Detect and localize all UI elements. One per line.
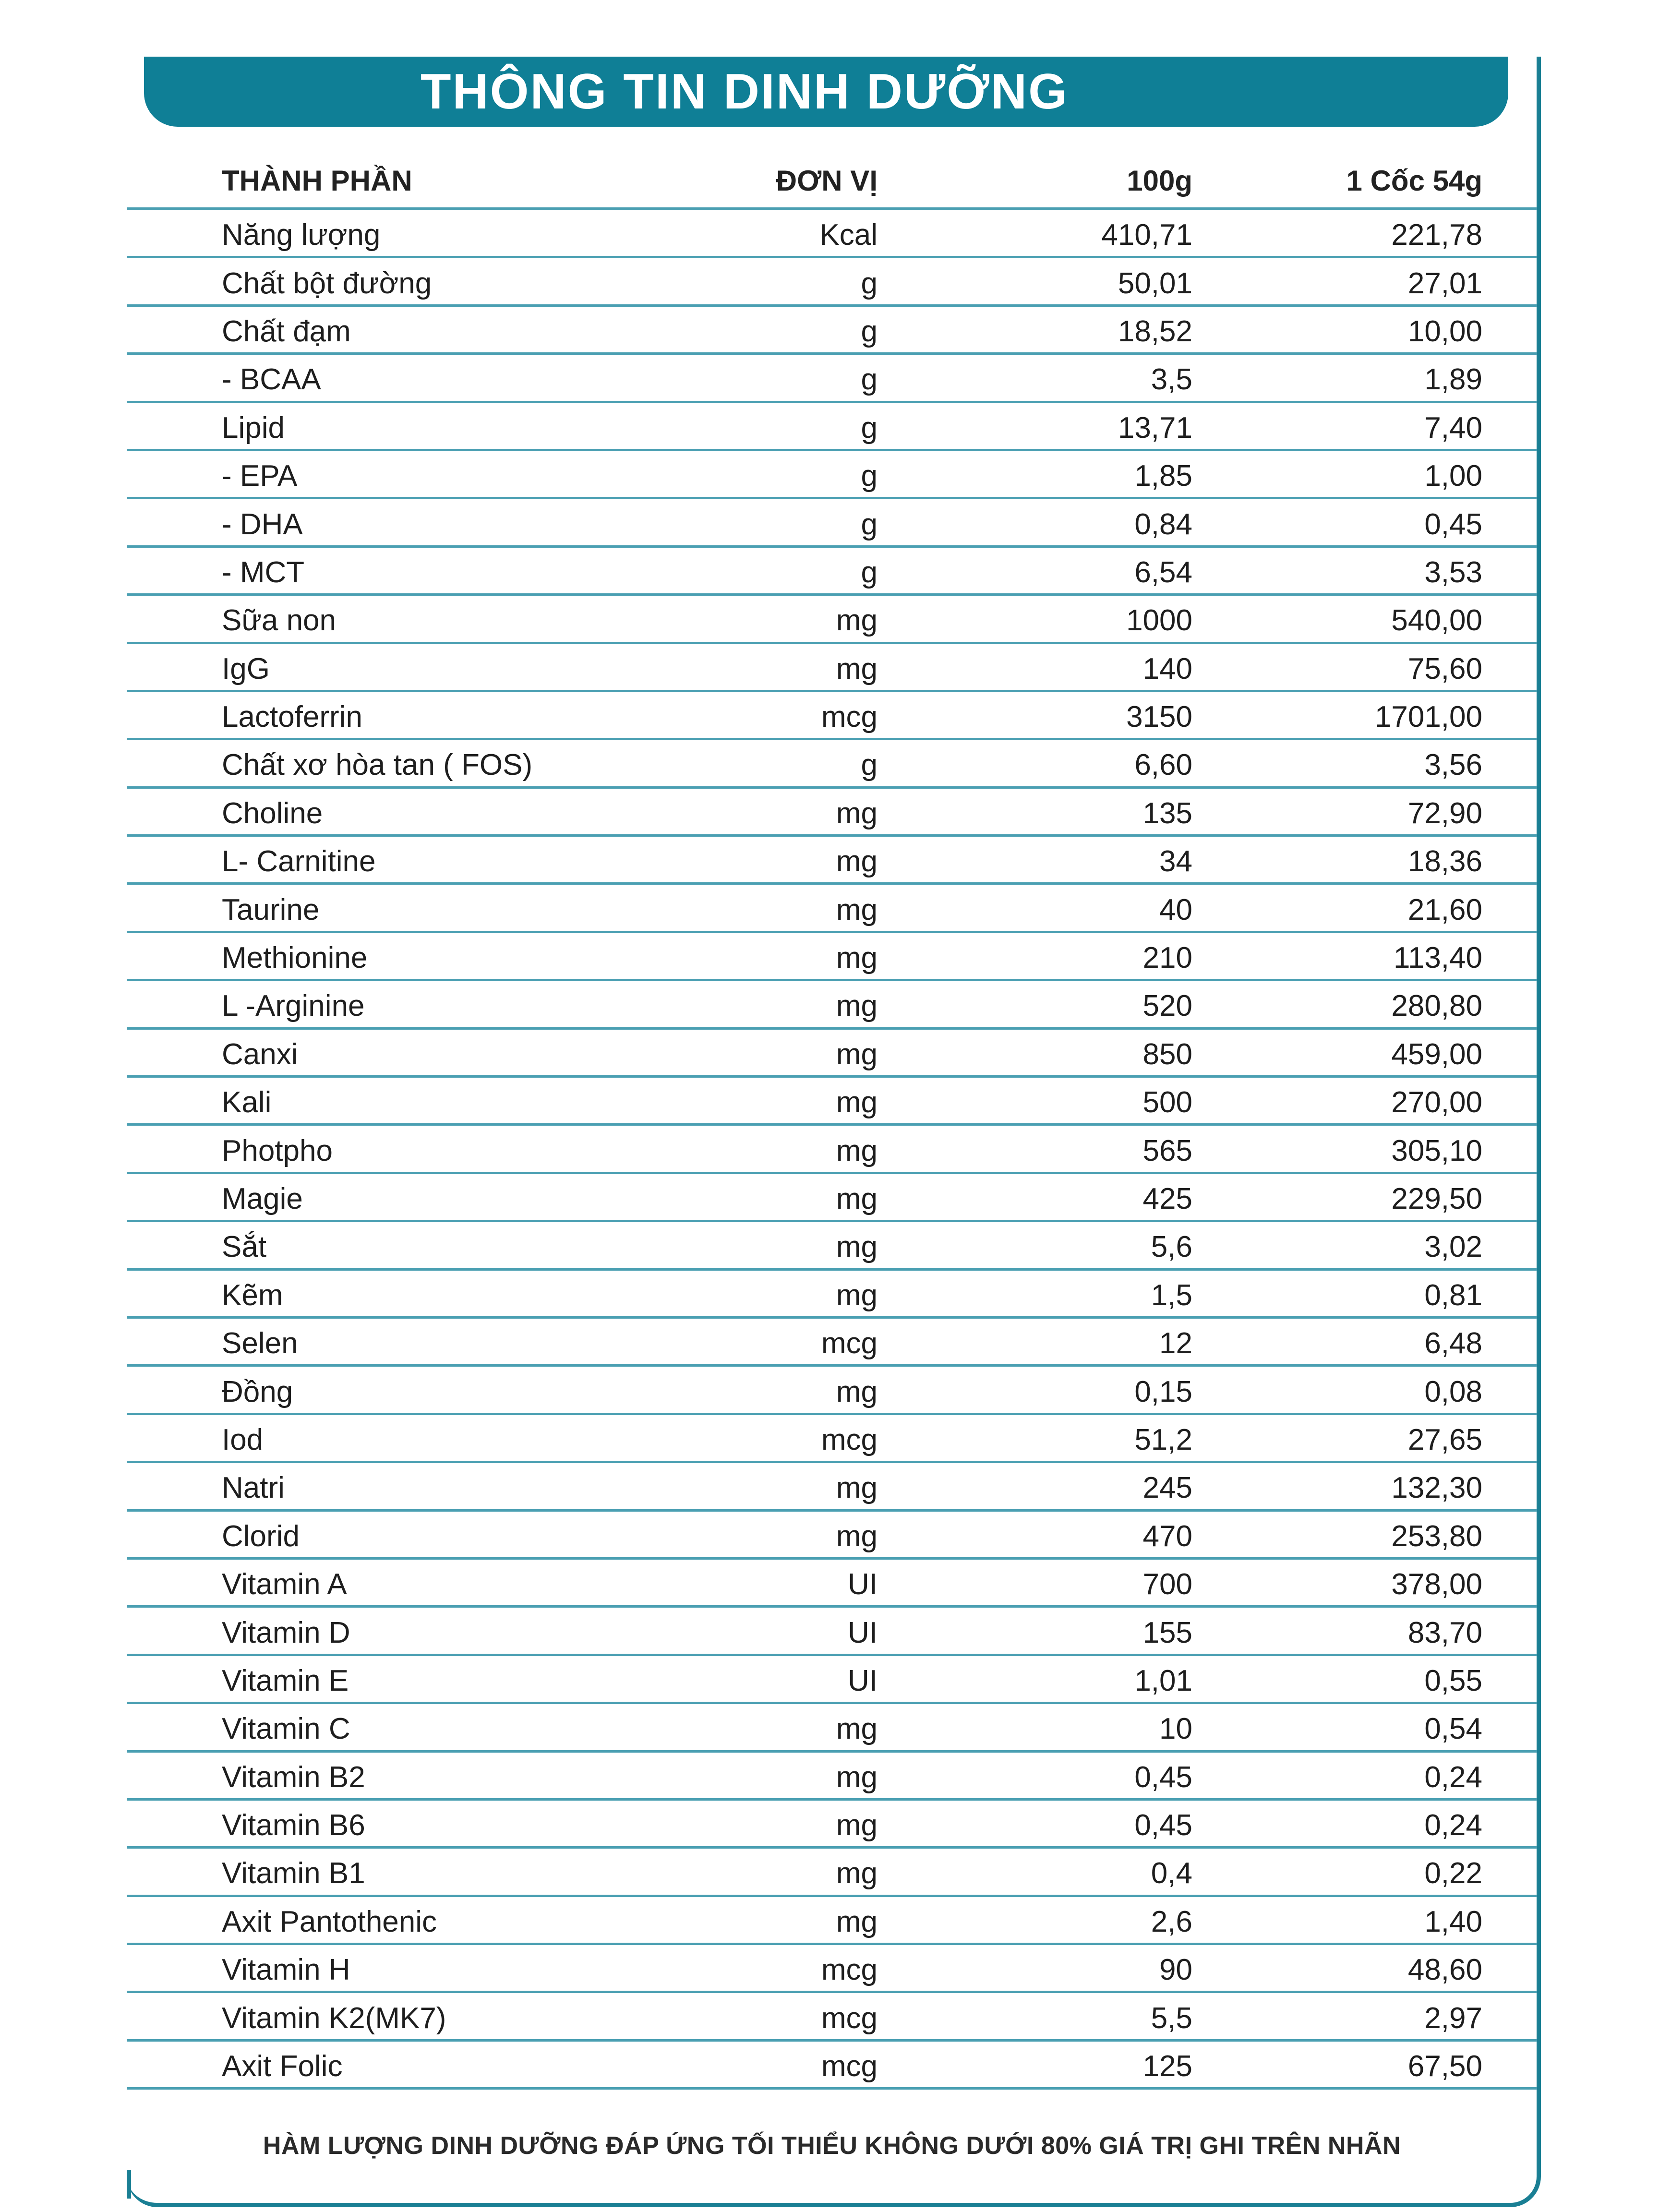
ingredient-name: Sữa non	[222, 604, 337, 637]
unit-value: g	[861, 266, 878, 300]
per-100g-value: 2,6	[1151, 1905, 1192, 1938]
per-cup-value: 27,65	[1407, 1423, 1482, 1456]
unit-value: mcg	[821, 2001, 878, 2035]
ingredient-name: Methionine	[222, 941, 368, 975]
unit-value: mg	[836, 989, 878, 1023]
table-row	[127, 1367, 1537, 1415]
unit-value: UI	[848, 1568, 878, 1601]
per-100g-value: 10	[1159, 1712, 1192, 1746]
unit-value: mg	[836, 1519, 878, 1553]
per-cup-value: 253,80	[1391, 1519, 1482, 1553]
ingredient-name: Taurine	[222, 893, 320, 926]
per-100g-value: 520	[1142, 989, 1192, 1023]
ingredient-name: Chất đạm	[222, 314, 351, 348]
per-cup-value: 75,60	[1407, 652, 1482, 685]
per-100g-value: 500	[1142, 1086, 1192, 1119]
page-title: THÔNG TIN DINH DƯỠNG	[420, 63, 1069, 120]
table-row	[127, 548, 1537, 596]
unit-value: mg	[836, 1712, 878, 1746]
per-cup-value: 1,40	[1424, 1905, 1482, 1938]
unit-value: mg	[836, 1471, 878, 1505]
table-row	[127, 644, 1537, 692]
per-100g-value: 51,2	[1134, 1423, 1192, 1456]
per-100g-value: 0,84	[1134, 507, 1192, 541]
header-unit: ĐƠN VỊ	[776, 164, 878, 197]
unit-value: mg	[836, 941, 878, 975]
per-100g-value: 3,5	[1151, 363, 1192, 397]
per-100g-value: 140	[1142, 652, 1192, 685]
ingredient-name: Chất xơ hòa tan ( FOS)	[222, 748, 533, 782]
table-row	[127, 933, 1537, 981]
ingredient-name: - EPA	[222, 459, 298, 493]
per-cup-value: 0,22	[1424, 1857, 1482, 1890]
unit-value: g	[861, 314, 878, 348]
ingredient-name: Vitamin K2(MK7)	[222, 2001, 446, 2035]
per-cup-value: 1701,00	[1374, 700, 1482, 734]
table-row	[127, 1271, 1537, 1319]
per-cup-value: 1,89	[1424, 363, 1482, 397]
ingredient-name: Axit Folic	[222, 2050, 343, 2083]
per-100g-value: 850	[1142, 1037, 1192, 1071]
per-100g-value: 40	[1159, 893, 1192, 926]
ingredient-name: Vitamin D	[222, 1616, 350, 1649]
per-100g-value: 6,54	[1134, 555, 1192, 589]
unit-value: UI	[848, 1664, 878, 1697]
ingredient-name: Canxi	[222, 1037, 298, 1071]
per-cup-value: 0,24	[1424, 1760, 1482, 1794]
ingredient-name: Photpho	[222, 1134, 333, 1167]
ingredient-name: - MCT	[222, 555, 305, 589]
nutrition-table	[127, 144, 1537, 2090]
table-row	[127, 403, 1537, 451]
per-cup-value: 3,53	[1424, 555, 1482, 589]
per-cup-value: 3,56	[1424, 748, 1482, 782]
ingredient-name: Vitamin B2	[222, 1760, 365, 1794]
table-row	[127, 1608, 1537, 1656]
table-row	[127, 1801, 1537, 1849]
unit-value: g	[861, 411, 878, 445]
unit-value: mg	[836, 1809, 878, 1842]
unit-value: UI	[848, 1616, 878, 1649]
per-100g-value: 210	[1142, 941, 1192, 975]
ingredient-name: Lactoferrin	[222, 700, 362, 734]
per-100g-value: 5,6	[1151, 1230, 1192, 1264]
per-cup-value: 10,00	[1407, 314, 1482, 348]
unit-value: mcg	[821, 1953, 878, 1987]
per-100g-value: 135	[1142, 796, 1192, 830]
footnote: HÀM LƯỢNG DINH DƯỠNG ĐÁP ỨNG TỐI THIỂU KHÔNG DƯỚI 80% GIÁ TRỊ GHI TRÊN NHÃN	[263, 2132, 1401, 2160]
per-cup-value: 0,54	[1424, 1712, 1482, 1746]
per-100g-value: 18,52	[1118, 314, 1192, 348]
per-100g-value: 565	[1142, 1134, 1192, 1167]
table-row	[127, 1656, 1537, 1704]
per-100g-value: 245	[1142, 1471, 1192, 1505]
per-cup-value: 113,40	[1393, 941, 1482, 975]
table-row	[127, 1078, 1537, 1126]
unit-value: mg	[836, 652, 878, 685]
per-100g-value: 125	[1142, 2050, 1192, 2083]
table-row	[127, 1126, 1537, 1174]
unit-value: g	[861, 507, 878, 541]
per-100g-value: 1,85	[1134, 459, 1192, 493]
per-cup-value: 1,00	[1424, 459, 1482, 493]
per-100g-value: 34	[1159, 845, 1192, 878]
unit-value: mg	[836, 1905, 878, 1938]
header-per-cup: 1 Cốc 54g	[1346, 164, 1482, 197]
unit-value: mg	[836, 1857, 878, 1890]
per-cup-value: 83,70	[1407, 1616, 1482, 1649]
table-row	[127, 1753, 1537, 1801]
per-cup-value: 72,90	[1407, 796, 1482, 830]
per-100g-value: 0,15	[1134, 1375, 1192, 1408]
per-cup-value: 459,00	[1391, 1037, 1482, 1071]
unit-value: mg	[836, 1086, 878, 1119]
per-cup-value: 3,02	[1424, 1230, 1482, 1264]
per-100g-value: 12	[1159, 1327, 1192, 1360]
per-cup-value: 0,55	[1424, 1664, 1482, 1697]
table-header-row	[127, 144, 1537, 210]
frame-corner	[127, 2170, 131, 2199]
per-cup-value: 229,50	[1391, 1182, 1482, 1215]
per-cup-value: 0,81	[1424, 1278, 1482, 1312]
unit-value: mg	[836, 893, 878, 926]
per-100g-value: 1,01	[1134, 1664, 1192, 1697]
ingredient-name: IgG	[222, 652, 270, 685]
per-cup-value: 305,10	[1391, 1134, 1482, 1167]
per-cup-value: 2,97	[1424, 2001, 1482, 2035]
per-cup-value: 221,78	[1391, 218, 1482, 252]
table-row	[127, 1704, 1537, 1752]
ingredient-name: Vitamin B1	[222, 1857, 365, 1890]
per-cup-value: 7,40	[1424, 411, 1482, 445]
per-100g-value: 3150	[1126, 700, 1192, 734]
ingredient-name: Vitamin H	[222, 1953, 350, 1987]
ingredient-name: Natri	[222, 1471, 285, 1505]
title-banner	[144, 57, 1508, 127]
table-row	[127, 1560, 1537, 1608]
ingredient-name: Magie	[222, 1182, 303, 1215]
per-100g-value: 13,71	[1118, 411, 1192, 445]
table-row	[127, 981, 1537, 1029]
per-100g-value: 0,45	[1134, 1809, 1192, 1842]
unit-value: mg	[836, 1375, 878, 1408]
unit-value: mg	[836, 1134, 878, 1167]
ingredient-name: Chất bột đường	[222, 266, 432, 300]
unit-value: mg	[836, 604, 878, 637]
table-row	[127, 1993, 1537, 2041]
unit-value: g	[861, 555, 878, 589]
per-cup-value: 132,30	[1391, 1471, 1482, 1505]
per-cup-value: 0,45	[1424, 507, 1482, 541]
ingredient-name: Đồng	[222, 1375, 293, 1408]
table-row	[127, 692, 1537, 740]
ingredient-name: Kali	[222, 1086, 272, 1119]
table-row	[127, 451, 1537, 499]
unit-value: mg	[836, 845, 878, 878]
per-cup-value: 27,01	[1407, 266, 1482, 300]
unit-value: mg	[836, 1037, 878, 1071]
header-per-100g: 100g	[1127, 164, 1192, 197]
unit-value: mcg	[821, 1423, 878, 1456]
unit-value: g	[861, 459, 878, 493]
ingredient-name: - BCAA	[222, 363, 321, 397]
per-100g-value: 6,60	[1134, 748, 1192, 782]
table-row	[127, 1897, 1537, 1945]
table-row	[127, 1463, 1537, 1511]
table-row	[127, 2042, 1537, 2090]
ingredient-name: Choline	[222, 796, 323, 830]
per-cup-value: 280,80	[1391, 989, 1482, 1023]
per-cup-value: 67,50	[1407, 2050, 1482, 2083]
table-row	[127, 258, 1537, 306]
table-row	[127, 1512, 1537, 1560]
table-row	[127, 1174, 1537, 1222]
table-row	[127, 789, 1537, 837]
table-row	[127, 355, 1537, 403]
per-100g-value: 1000	[1126, 604, 1192, 637]
table-row	[127, 837, 1537, 885]
per-cup-value: 270,00	[1391, 1086, 1482, 1119]
unit-value: g	[861, 748, 878, 782]
table-row	[127, 1222, 1537, 1270]
ingredient-name: Lipid	[222, 411, 285, 445]
unit-value: g	[861, 363, 878, 397]
table-row	[127, 596, 1537, 644]
ingredient-name: L -Arginine	[222, 989, 365, 1023]
ingredient-name: Iod	[222, 1423, 264, 1456]
ingredient-name: Vitamin C	[222, 1712, 350, 1746]
per-100g-value: 0,45	[1134, 1760, 1192, 1794]
ingredient-name: Vitamin B6	[222, 1809, 365, 1842]
table-body	[127, 210, 1537, 2090]
unit-value: mg	[836, 796, 878, 830]
per-cup-value: 0,08	[1424, 1375, 1482, 1408]
per-cup-value: 378,00	[1391, 1568, 1482, 1601]
unit-value: mcg	[821, 1327, 878, 1360]
table-row	[127, 740, 1537, 788]
per-cup-value: 18,36	[1407, 845, 1482, 878]
per-100g-value: 90	[1159, 1953, 1192, 1987]
table-row	[127, 499, 1537, 547]
per-100g-value: 5,5	[1151, 2001, 1192, 2035]
ingredient-name: Vitamin E	[222, 1664, 349, 1697]
unit-value: mg	[836, 1182, 878, 1215]
per-cup-value: 0,24	[1424, 1809, 1482, 1842]
per-cup-value: 6,48	[1424, 1327, 1482, 1360]
per-100g-value: 50,01	[1118, 266, 1192, 300]
per-100g-value: 155	[1142, 1616, 1192, 1649]
per-100g-value: 1,5	[1151, 1278, 1192, 1312]
per-cup-value: 540,00	[1391, 604, 1482, 637]
table-row	[127, 1319, 1537, 1367]
unit-value: mg	[836, 1230, 878, 1264]
unit-value: mg	[836, 1760, 878, 1794]
ingredient-name: Vitamin A	[222, 1568, 347, 1601]
ingredient-name: - DHA	[222, 507, 303, 541]
per-cup-value: 21,60	[1407, 893, 1482, 926]
unit-value: mcg	[821, 700, 878, 734]
per-100g-value: 410,71	[1101, 218, 1192, 252]
ingredient-name: L- Carnitine	[222, 845, 376, 878]
table-row	[127, 1030, 1537, 1078]
header-ingredient: THÀNH PHẦN	[222, 164, 412, 197]
table-row	[127, 1849, 1537, 1897]
table-row	[127, 885, 1537, 933]
ingredient-name: Axit Pantothenic	[222, 1905, 437, 1938]
per-cup-value: 48,60	[1407, 1953, 1482, 1987]
ingredient-name: Kẽm	[222, 1278, 283, 1312]
per-100g-value: 425	[1142, 1182, 1192, 1215]
ingredient-name: Clorid	[222, 1519, 300, 1553]
per-100g-value: 700	[1142, 1568, 1192, 1601]
unit-value: mcg	[821, 2050, 878, 2083]
unit-value: Kcal	[819, 218, 878, 252]
per-100g-value: 470	[1142, 1519, 1192, 1553]
unit-value: mg	[836, 1278, 878, 1312]
per-100g-value: 0,4	[1151, 1857, 1192, 1890]
table-row	[127, 210, 1537, 258]
table-row	[127, 1945, 1537, 1993]
ingredient-name: Sắt	[222, 1230, 267, 1264]
table-row	[127, 307, 1537, 355]
ingredient-name: Selen	[222, 1327, 298, 1360]
table-row	[127, 1415, 1537, 1463]
ingredient-name: Năng lượng	[222, 218, 381, 252]
